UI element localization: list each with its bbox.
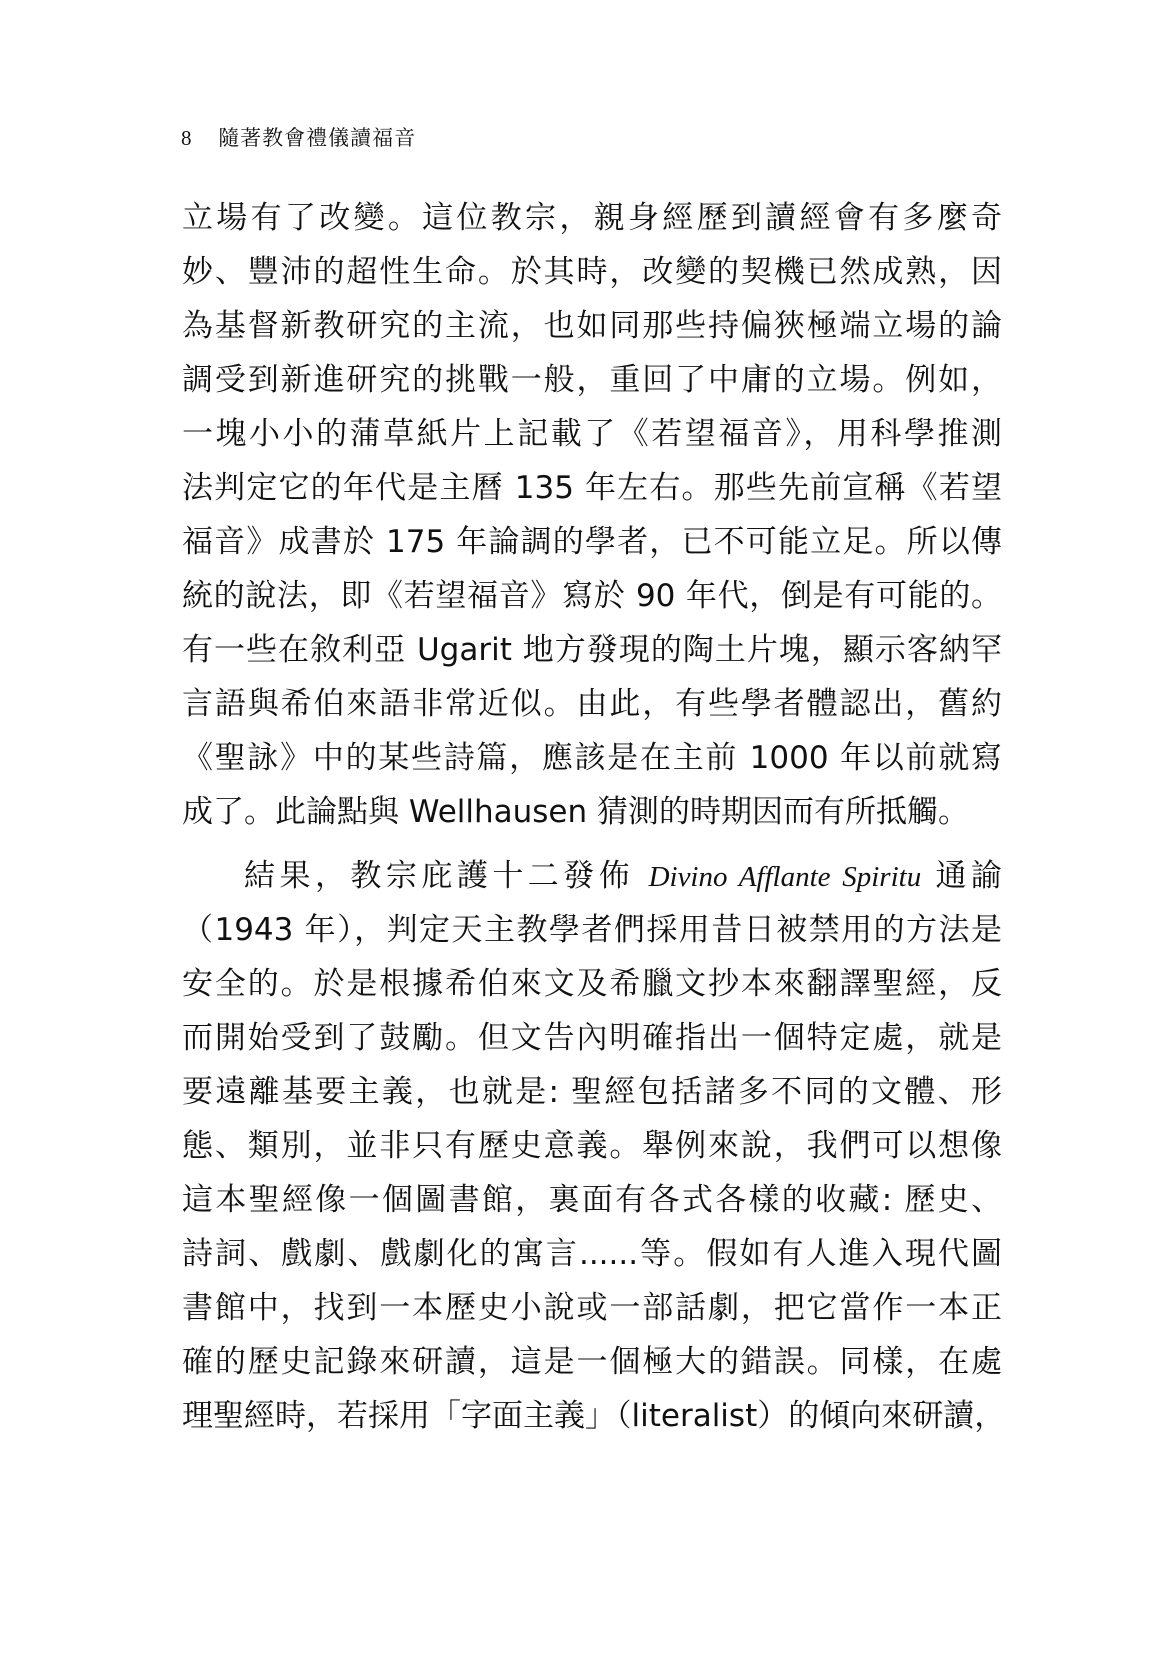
text-line: 一塊小小的蒲草紙片上記載了《若望福音》，用科學推測 (182, 416, 1002, 452)
text-line: 統的說法，即《若望福音》寫於 90 年代，倒是有可能的。 (182, 578, 1002, 614)
text-line: 書館中，找到一本歷史小說或一部話劇，把它當作一本正 (182, 1290, 1002, 1326)
text-line: 理聖經時，若採用「字面主義」（literalist）的傾向來研讀， (182, 1398, 1006, 1434)
text-line: 安全的。於是根據希伯來文及希臘文抄本來翻譯聖經，反 (182, 966, 1002, 1002)
encyclical-title: Divino Afflante Spiritu (648, 861, 922, 893)
text-line: 福音》成書於 175 年論調的學者，已不可能立足。所以傳 (182, 524, 1002, 560)
book-title: 隨著教會禮儀讀福音 (218, 126, 417, 150)
text-line: 要遠離基要主義，也就是: 聖經包括諸多不同的文體、形 (182, 1074, 1002, 1110)
text-line: 言語與希伯來語非常近似。由此，有些學者體認出，舊約 (182, 686, 1002, 722)
text-line: 妙、豐沛的超性生命。於其時，改變的契機已然成熟，因 (182, 254, 1002, 290)
text-line: 詩詞、戲劇、戲劇化的寓言......等。假如有人進入現代圖 (182, 1236, 1002, 1272)
text-line: 確的歷史記錄來研讀，這是一個極大的錯誤。同樣，在處 (182, 1344, 1002, 1380)
text-span: 通諭 (921, 858, 1003, 894)
text-line: 有一些在敘利亞 Ugarit 地方發現的陶土片塊，顯示客納罕 (182, 632, 1002, 668)
text-line: 態、類別，並非只有歷史意義。舉例來說，我們可以想像 (182, 1128, 1002, 1164)
text-line: 為基督新教研究的主流，也如同那些持偏狹極端立場的論 (182, 308, 1002, 344)
paragraph-opening-line (244, 848, 1002, 904)
text-line: 《聖詠》中的某些詩篇，應該是在主前 1000 年以前就寫 (182, 740, 1002, 776)
text-line: 立場有了改變。這位教宗，親身經歷到讀經會有多麼奇 (182, 200, 1002, 236)
text-line: 成了。此論點與 Wellhausen 猜測的時期因而有所抵觸。 (182, 794, 970, 830)
running-head (181, 126, 416, 150)
page-number: 8 (181, 126, 192, 150)
text-line: 而開始受到了鼓勵。但文告內明確指出一個特定處，就是 (182, 1020, 1002, 1056)
text-line: 這本聖經像一個圖書館，裏面有各式各樣的收藏: 歷史、 (182, 1182, 1002, 1218)
text-line: （1943 年），判定天主教學者們採用昔日被禁用的方法是 (182, 912, 1002, 948)
text-span: 結果，教宗庇護十二發佈 (244, 858, 649, 894)
text-line: 調受到新進研究的挑戰一般，重回了中庸的立場。例如， (182, 362, 1002, 398)
text-line: 法判定它的年代是主曆 135 年左右。那些先前宣稱《若望 (182, 470, 1002, 506)
